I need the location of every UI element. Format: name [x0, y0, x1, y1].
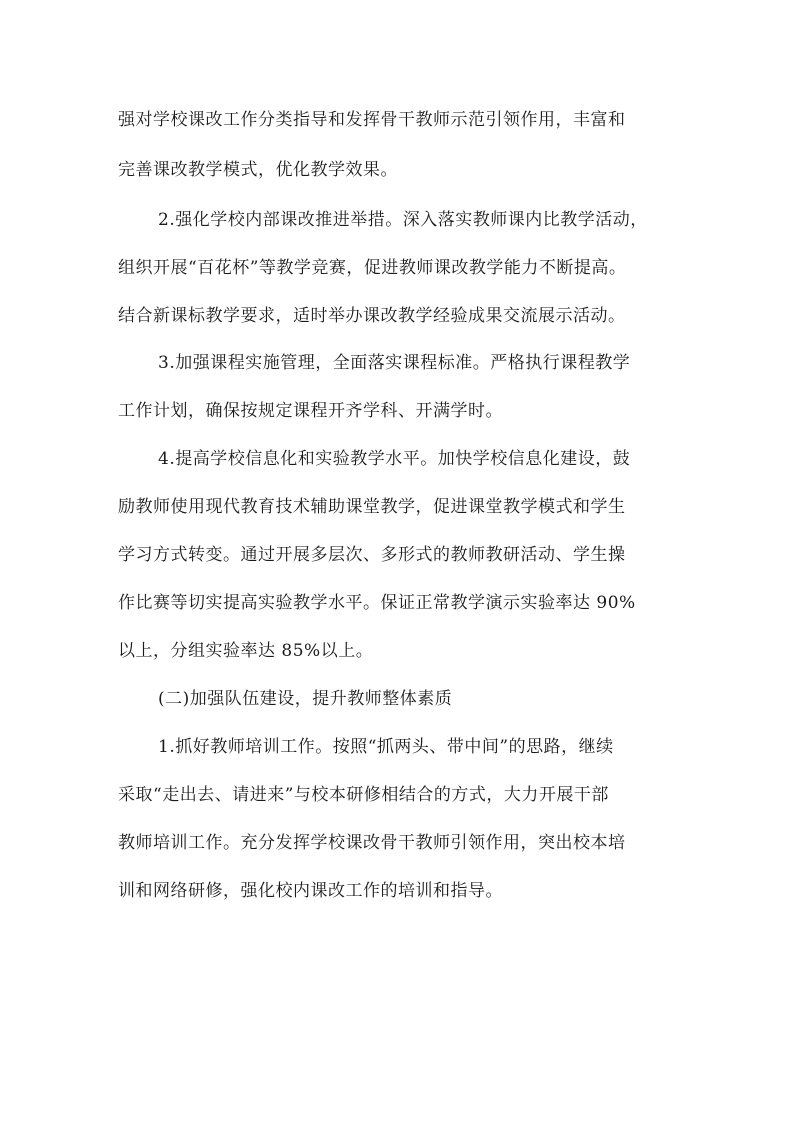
text-line: 训和网络研修，强化校内课改工作的培训和指导。: [118, 881, 503, 901]
text-line: 采取“走出去、请进来”与校本研修相结合的方式，大力开展干部: [118, 785, 609, 805]
text-line: 学习方式转变。通过开展多层次、多形式的教师教研活动、学生操: [118, 545, 626, 565]
text-line: 励教师使用现代教育技术辅助课堂教学，促进课堂教学模式和学生: [118, 497, 626, 517]
text-line: 工作计划，确保按规定课程开齐学科、开满学时。: [118, 401, 503, 421]
section-heading: (二)加强队伍建设，提升教师整体素质: [158, 689, 453, 709]
text-line: 强对学校课改工作分类指导和发挥骨干教师示范引领作用，丰富和: [118, 110, 626, 130]
text-line: 组织开展“百花杯”等教学竞赛，促进教师课改教学能力不断提高。: [118, 258, 627, 278]
text-line: 教师培训工作。充分发挥学校课改骨干教师引领作用，突出校本培: [118, 833, 626, 853]
paragraph-start-line: 1.抓好教师培训工作。按照“抓两头、带中间”的思路，继续: [158, 737, 614, 757]
text-line: 以上，分组实验率达 85%以上。: [118, 641, 374, 661]
text-line: 完善课改教学模式，优化教学效果。: [118, 160, 398, 180]
text-line: 结合新课标教学要求，适时举办课改教学经验成果交流展示活动。: [118, 306, 626, 326]
paragraph-start-line: 3.加强课程实施管理，全面落实课程标准。严格执行课程教学: [158, 353, 631, 373]
text-line: 作比赛等切实提高实验教学水平。保证正常教学演示实验率达 90%: [118, 593, 636, 613]
paragraph-start-line: 4.提高学校信息化和实验教学水平。加快学校信息化建设，鼓: [158, 449, 631, 469]
paragraph-start-line: 2.强化学校内部课改推进举措。深入落实教师课内比教学活动，: [158, 210, 648, 230]
